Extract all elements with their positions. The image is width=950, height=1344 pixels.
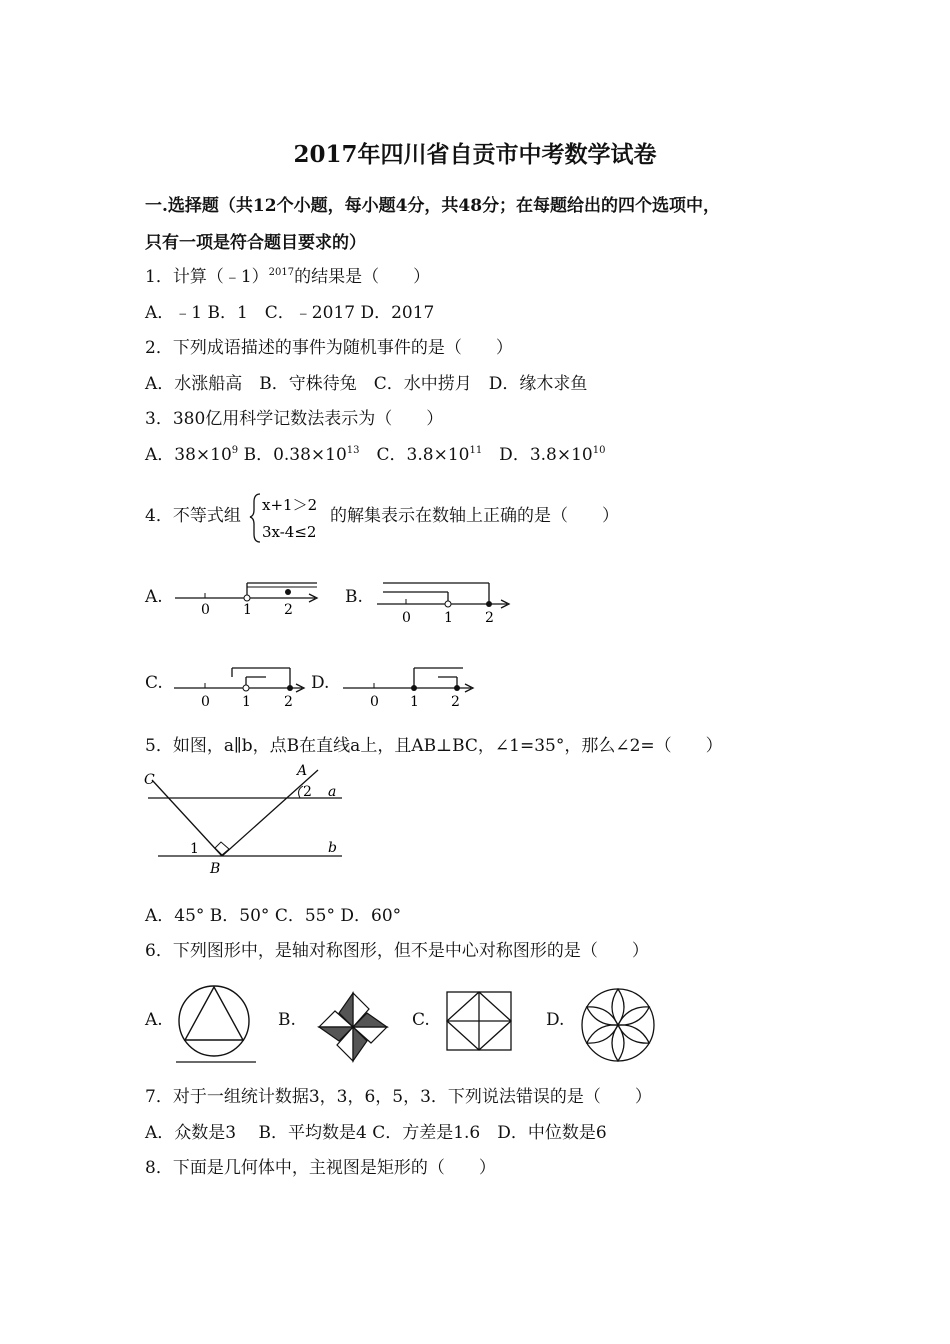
q4-option-b-label: B. (345, 587, 363, 607)
q1-exponent: 2017 (268, 267, 295, 278)
tick-label-0: 0 (201, 694, 210, 710)
q4-option-c-label: C. (145, 673, 163, 693)
tick-label-2: 2 (284, 694, 293, 710)
number-line-a (175, 578, 325, 618)
number-line-c (174, 664, 314, 712)
question-4-stem-post: 的解集表示在数轴上正确的是（ ） (330, 506, 619, 526)
inequality-1: x+1＞2 (262, 496, 318, 514)
q3-option-a: A．38×10 (145, 445, 232, 465)
inequality-system (250, 492, 330, 544)
line-a-label: a (328, 784, 337, 800)
page-title: 2017年四川省自贡市中考数学试卷 (293, 141, 657, 168)
tick-label-0: 0 (201, 602, 210, 618)
question-3-options (145, 440, 605, 465)
tick-label-1: 1 (444, 610, 453, 626)
tick-label-0: 0 (402, 610, 411, 626)
section-heading-line-1: 一.选择题（共12个小题，每小题4分，共48分；在每题给出的四个选项中， (145, 196, 721, 216)
circle-triangle-figure (172, 985, 262, 1065)
line-b-label: b (328, 840, 337, 856)
inequality-2: 3x-4≤2 (262, 523, 317, 541)
question-2-options: A．水涨船高 B．守株待兔 C．水中捞月 D．缘木求鱼 (145, 374, 588, 394)
section-heading-line-2: 只有一项是符合题目要求的） (145, 233, 366, 253)
q6-option-b-label: B. (278, 1010, 296, 1030)
point-c-label: C (144, 772, 155, 788)
q6-option-c-label: C. (412, 1010, 430, 1030)
question-5-stem: 5．如图，a∥b，点B在直线a上，且AB⊥BC，∠1=35°，那么∠2=（ ） (145, 736, 723, 756)
question-4-stem-pre: 4．不等式组 (145, 506, 241, 526)
q4-option-a-label: A. (145, 587, 163, 607)
parallel-lines-figure (140, 760, 350, 880)
point-b-label: B (210, 861, 221, 877)
number-line-b (377, 578, 517, 626)
pinwheel-figure (310, 985, 400, 1070)
angle-2-label: 2 (303, 784, 312, 800)
point-a-label: A (297, 763, 308, 779)
q3-option-d-exp: 10 (592, 445, 606, 456)
question-1-stem (145, 262, 430, 287)
q3-option-b-exp: 13 (346, 445, 360, 456)
q4-option-d-label: D. (311, 673, 330, 693)
q3-option-d: D．3.8×10 (482, 445, 593, 465)
question-7-options: A．众数是3 B．平均数是4 C．方差是1.6 D．中位数是6 (145, 1123, 607, 1143)
tick-label-1: 1 (242, 694, 251, 710)
number-line-d (343, 664, 483, 712)
tick-label-0: 0 (370, 694, 379, 710)
question-8-stem: 8．下面是几何体中，主视图是矩形的（ ） (145, 1158, 496, 1178)
question-7-stem: 7．对于一组统计数据3，3，6，5，3．下列说法错误的是（ ） (145, 1087, 652, 1107)
tick-label-2: 2 (284, 602, 293, 618)
square-diamond-figure (445, 990, 515, 1054)
q1-stem-pre: 1．计算（﹣1） (145, 267, 269, 287)
tick-label-1: 1 (243, 602, 252, 618)
flower-circle-figure (580, 985, 660, 1065)
tick-label-2: 2 (451, 694, 460, 710)
question-6-stem: 6．下列图形中，是轴对称图形，但不是中心对称图形的是（ ） (145, 941, 649, 961)
q3-option-c: C．3.8×10 (359, 445, 470, 465)
q3-option-c-exp: 11 (469, 445, 483, 456)
tick-label-2: 2 (485, 610, 494, 626)
angle-1-label: 1 (190, 841, 199, 857)
q1-stem-post: 的结果是（ ） (294, 267, 431, 287)
q6-option-d-label: D. (546, 1010, 565, 1030)
tick-label-1: 1 (410, 694, 419, 710)
question-1-options: A．﹣1 B．1 C．﹣2017 D．2017 (145, 303, 435, 323)
question-3-stem: 3．380亿用科学记数法表示为（ ） (145, 409, 444, 429)
q6-option-a-label: A. (145, 1010, 163, 1030)
question-2-stem: 2．下列成语描述的事件为随机事件的是（ ） (145, 338, 513, 358)
q3-option-b: B．0.38×10 (238, 445, 347, 465)
q3-option-a-exp: 9 (231, 445, 239, 456)
question-5-options: A．45° B．50° C．55° D．60° (145, 906, 402, 926)
